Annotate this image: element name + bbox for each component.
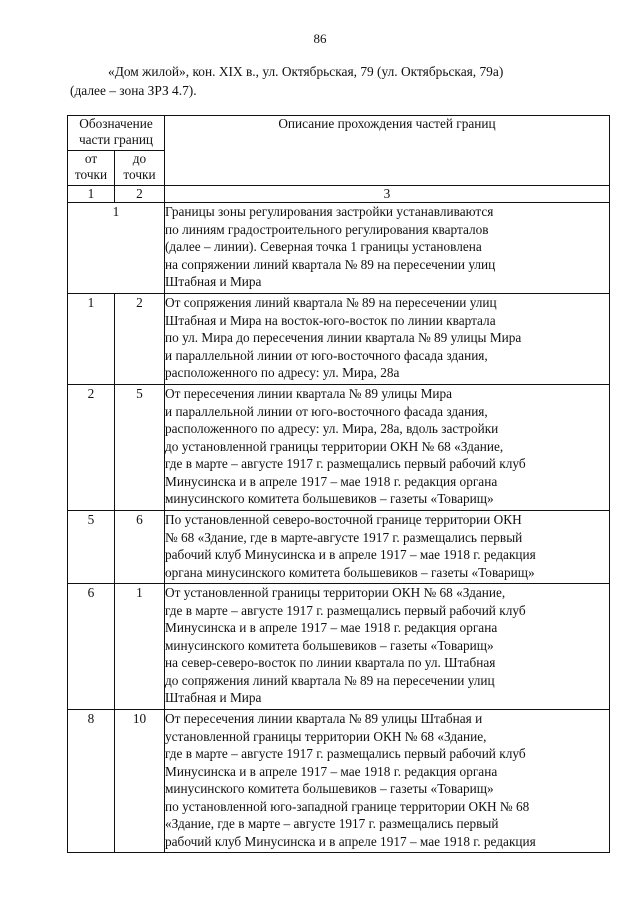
description-line: Штабная и Мира	[165, 690, 262, 705]
description-line: рабочий клуб Минусинска и в апреле 1917 – мае 1918 г. редакция	[165, 833, 536, 849]
description-line: до сопряжения линий квартала № 89 на пересечении улиц	[165, 672, 495, 688]
row-description	[165, 294, 610, 385]
description-line: и параллельной линии от юго-восточного фасада здания,	[165, 403, 488, 419]
description-line: По установленной северо-восточной границе территории ОКН	[165, 512, 522, 527]
boundary-description-table	[67, 115, 610, 853]
table-row	[68, 710, 610, 853]
table-row	[68, 294, 610, 385]
description-line: От пересечения линии квартала № 89 улицы Штабная и	[165, 711, 483, 726]
description-line: и параллельной линии от юго-восточного фасада здания,	[165, 347, 488, 363]
description-line: (далее – линии). Северная точка 1 границы установлена	[165, 239, 482, 254]
intro-paragraph	[70, 62, 610, 100]
table-row	[68, 511, 610, 584]
description-line: где в марте – августе 1917 г. размещались первый рабочий клуб	[165, 602, 526, 618]
row-to-point: 5	[115, 385, 165, 511]
row-description	[165, 511, 610, 584]
description-line: Минусинска и в апреле 1917 – мае 1918 г. редакция органа	[165, 473, 498, 489]
row-from-point: 2	[68, 385, 115, 511]
description-line: органа минусинского комитета большевиков – газеты «Товарищ»	[165, 564, 535, 580]
description-line: по линиям градостроительного регулирования кварталов	[165, 221, 489, 237]
table-row	[68, 385, 610, 511]
description-line: От установленной границы территории ОКН № 68 «Здание,	[165, 585, 506, 600]
row-to-point: 10	[115, 710, 165, 853]
description-line: по ул. Мира до пересечения линии квартала № 89 улицы Мира	[165, 330, 522, 345]
header-designation-line-1: Обозначение	[79, 116, 153, 131]
intro-line-1: «Дом жилой», кон. XIX в., ул. Октябрьская, 79 (ул. Октябрьская, 79а)	[108, 64, 504, 79]
row-to-point: 1	[115, 584, 165, 710]
description-line: минусинского комитета большевиков – газеты «Товарищ»	[165, 491, 494, 506]
description-line: № 68 «Здание, где в марте-августе 1917 г. размещались первый	[165, 529, 523, 545]
header-to-point	[115, 151, 165, 186]
header-description-text: Описание прохождения частей границ	[278, 116, 496, 131]
description-line: Минусинска и в апреле 1917 – мае 1918 г. редакция органа	[165, 620, 498, 635]
description-line: Границы зоны регулирования застройки устанавливаются	[165, 204, 494, 219]
description-line: рабочий клуб Минусинска и в апреле 1917 – мае 1918 г. редакция	[165, 547, 536, 562]
description-line: От сопряжения линий квартала № 89 на пересечении улиц	[165, 295, 497, 310]
header-to-line-2: точки	[123, 167, 156, 182]
description-line: минусинского комитета большевиков – газеты «Товарищ»	[165, 781, 494, 796]
row-description	[165, 203, 610, 294]
description-line: расположенного по адресу: ул. Мира, 28а, вдоль застройки	[165, 421, 499, 436]
description-line: расположенного по адресу: ул. Мира, 28а	[165, 365, 400, 380]
header-from-point	[68, 151, 115, 186]
page-number: 86	[313, 31, 327, 46]
description-line: на север-северо-восток по линии квартала по ул. Штабная	[165, 655, 496, 670]
row-to-point: 2	[115, 294, 165, 385]
row-from-point: 8	[68, 710, 115, 853]
description-line: От пересечения линии квартала № 89 улицы Мира	[165, 386, 453, 401]
header-from-line-1: от	[84, 151, 98, 166]
row-from-point: 6	[68, 584, 115, 710]
header-description	[165, 116, 610, 186]
row-from-point: 1	[68, 294, 115, 385]
description-line: минусинского комитета большевиков – газеты «Товарищ»	[165, 637, 494, 653]
description-line: Минусинска и в апреле 1917 – мае 1918 г. редакция органа	[165, 763, 498, 779]
row-description	[165, 710, 610, 853]
row-description	[165, 385, 610, 511]
description-line: Штабная и Мира	[165, 274, 262, 289]
header-to-line-1: до	[132, 151, 147, 166]
description-line: на сопряжении линий квартала № 89 на пересечении улиц	[165, 256, 496, 272]
table-row	[68, 584, 610, 710]
row-point-cell: 1	[68, 203, 165, 294]
description-line: где в марте – августе 1917 г. размещались первый рабочий клуб	[165, 746, 526, 761]
column-number-3: 3	[165, 186, 610, 203]
description-line: где в марте – августе 1917 г. размещались первый рабочий клуб	[165, 456, 526, 471]
header-from-line-2: точки	[74, 167, 108, 182]
description-line: «Здание, где в марте – августе 1917 г. размещались первый	[165, 816, 499, 831]
description-line: по установленной юго-западной границе территории ОКН № 68	[165, 798, 530, 814]
table-row	[68, 203, 610, 294]
column-number-2: 2	[115, 186, 165, 203]
row-description	[165, 584, 610, 710]
description-line: установленной границы территории ОКН № 68 «Здание,	[165, 728, 487, 744]
intro-line-2: (далее – зона ЗРЗ 4.7).	[70, 83, 197, 98]
row-to-point: 6	[115, 511, 165, 584]
header-designation	[68, 116, 165, 151]
header-designation-line-2: части границ	[78, 132, 154, 147]
description-line: до установленной границы территории ОКН № 68 «Здание,	[165, 438, 504, 454]
description-line: Штабная и Мира на восток-юго-восток по линии квартала	[165, 312, 496, 328]
column-number-1: 1	[68, 186, 115, 203]
row-from-point: 5	[68, 511, 115, 584]
